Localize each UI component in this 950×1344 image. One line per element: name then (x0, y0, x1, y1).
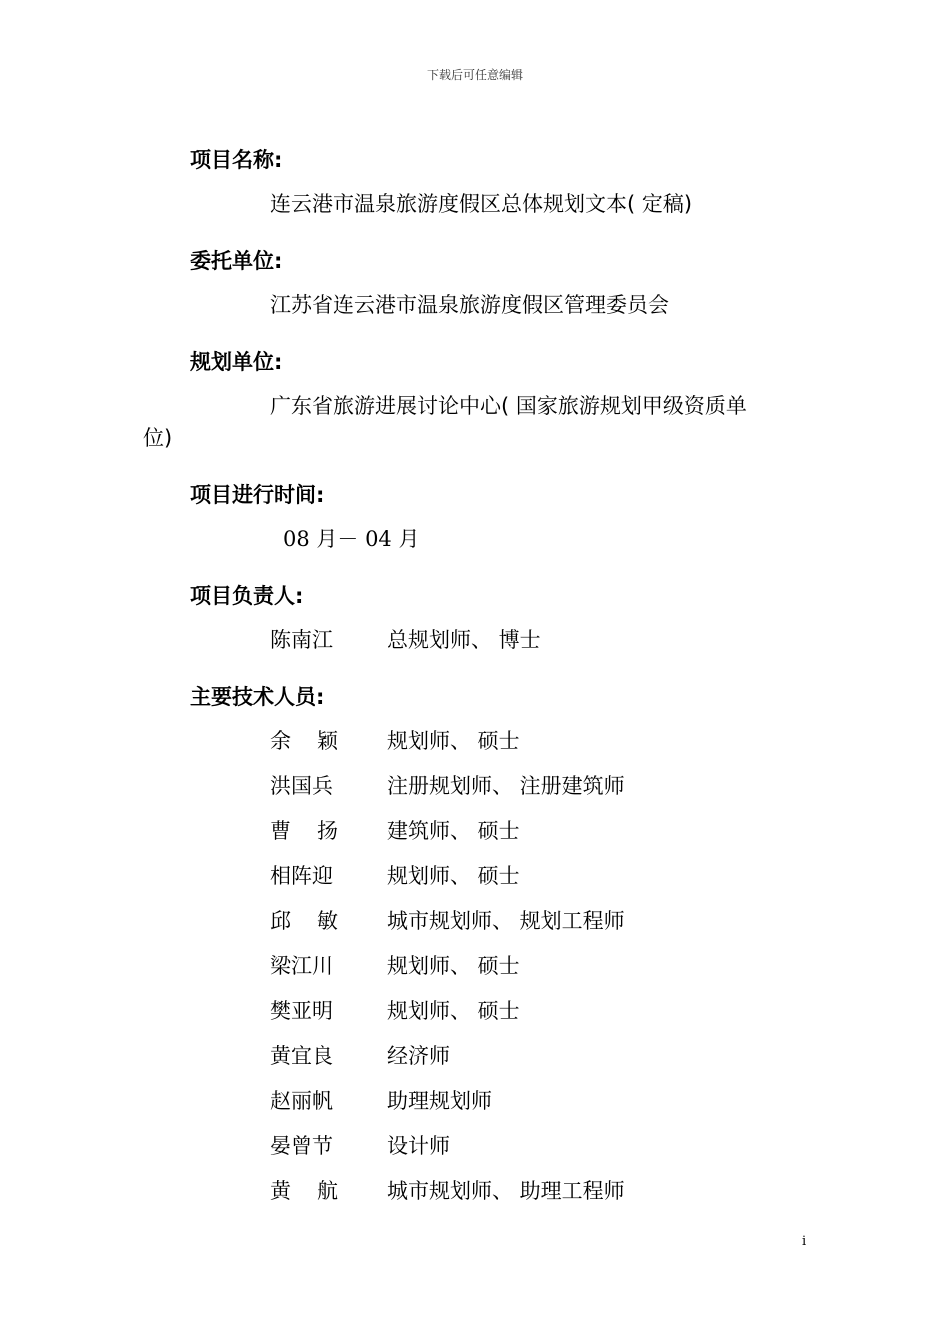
leader-title: 总规划师、 博士 (387, 628, 541, 652)
staff-row (270, 1001, 790, 1027)
period-value: 08 月－ 04 月 (283, 527, 420, 551)
staff-row (270, 911, 790, 937)
staff-row (270, 821, 790, 847)
staff-row (270, 956, 790, 982)
client-label: 委托单位: (190, 249, 283, 273)
staff-title: 规划师、 硕士 (387, 864, 520, 888)
page-number: i (802, 1234, 807, 1249)
staff-name: 樊亚明 (270, 999, 333, 1023)
staff-title: 设计师 (387, 1134, 450, 1158)
staff-row (270, 1091, 790, 1117)
staff-row (270, 1181, 790, 1207)
page-header: 下载后可任意编辑 (426, 68, 523, 82)
staff-title: 规划师、 硕士 (387, 729, 520, 753)
staff-title: 注册规划师、 注册建筑师 (387, 774, 625, 798)
staff-row (270, 866, 790, 892)
planner-label: 规划单位: (190, 350, 283, 374)
project-name-value: 连云港市温泉旅游度假区总体规划文本( 定稿) (270, 192, 693, 216)
staff-title: 城市规划师、 规划工程师 (387, 909, 625, 933)
staff-label: 主要技术人员: (190, 685, 325, 709)
leader-name: 陈南江 (270, 628, 333, 652)
staff-row (270, 731, 790, 757)
staff-title: 规划师、 硕士 (387, 954, 520, 978)
staff-row (270, 776, 790, 802)
leader-row (270, 630, 790, 656)
staff-name: 梁江川 (270, 954, 333, 978)
staff-title: 经济师 (387, 1044, 450, 1068)
staff-title: 城市规划师、 助理工程师 (387, 1179, 625, 1203)
staff-name: 赵丽帆 (270, 1089, 333, 1113)
staff-title: 建筑师、 硕士 (387, 819, 520, 843)
staff-name: 洪国兵 (270, 774, 333, 798)
planner-value-line1: 广东省旅游进展讨论中心( 国家旅游规划甲级资质单 (270, 394, 747, 418)
staff-row (270, 1046, 790, 1072)
staff-name: 曹扬 (270, 819, 364, 843)
leader-label: 项目负责人: (190, 584, 304, 608)
period-label: 项目进行时间: (190, 483, 325, 507)
staff-title: 规划师、 硕士 (387, 999, 520, 1023)
staff-title: 助理规划师 (387, 1089, 492, 1113)
staff-name: 相阵迎 (270, 864, 333, 888)
staff-name: 黄航 (270, 1179, 364, 1203)
staff-name: 晏曾节 (270, 1134, 333, 1158)
staff-row (270, 1136, 790, 1162)
staff-name: 黄宜良 (270, 1044, 333, 1068)
staff-name: 余颖 (270, 729, 364, 753)
client-value: 江苏省连云港市温泉旅游度假区管理委员会 (270, 293, 669, 317)
project-name-label: 项目名称: (190, 148, 283, 172)
staff-name: 邱敏 (270, 909, 364, 933)
planner-value-line2: 位) (143, 426, 173, 450)
